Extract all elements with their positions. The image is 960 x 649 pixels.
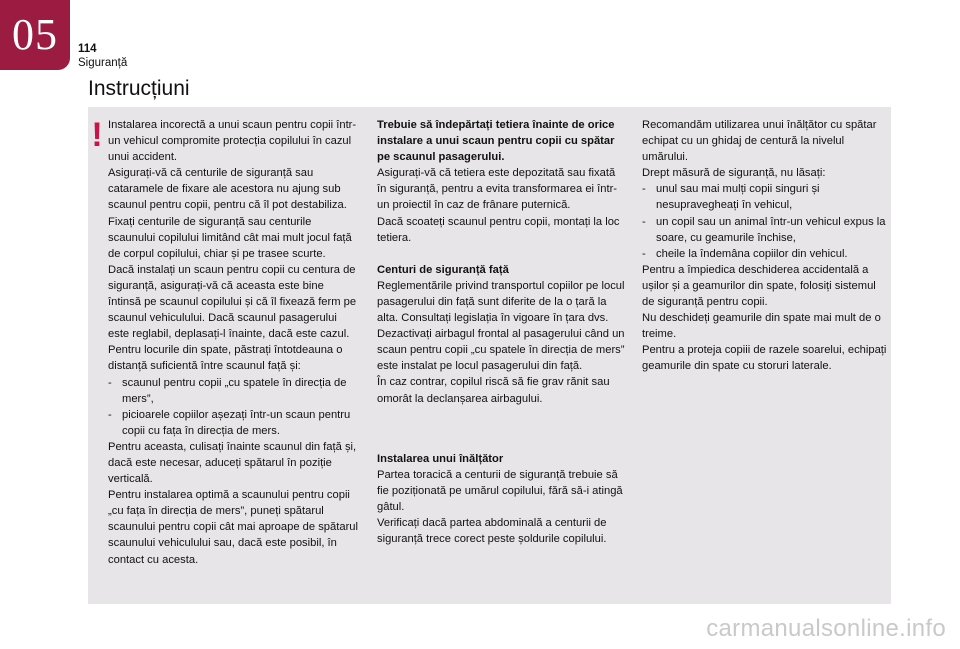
paragraph: Pentru aceasta, culisați înainte scaunul din față și, dacă este necesar, aduceți spătarul în poziție verticală.: [108, 440, 357, 486]
paragraph: Pentru a împiedica deschiderea accidentală a ușilor și a geamurilor din spate, folosiți sistemul de siguranță pentru copii.: [642, 263, 876, 309]
paragraph: Partea toracică a centurii de siguranță trebuie să fie poziționată pe umărul copilului, fără să-i atingă gâtul.: [377, 468, 623, 513]
paragraph: Asigurați-vă că centurile de siguranță sau cataramele de fixare ale acestora nu ajung sub scaunul pentru copii, pentru că îl pot destabiliza.: [108, 167, 347, 212]
list-marker: -: [642, 247, 646, 260]
list-item: [642, 246, 887, 262]
list-item-text: unul sau mai mulți copii singuri și nesupravegheați în vehicul,: [656, 183, 820, 212]
list-marker: -: [108, 408, 112, 421]
paragraph: Fixați centurile de siguranță sau centurile scaunului copilului limitând cât mai mult jocul față de corpul copilului, chiar și pe trasee scurte.: [108, 215, 352, 260]
section-heading: Centuri de siguranță față: [377, 263, 509, 276]
paragraph: Recomandăm utilizarea unui înălțător cu spătar echipat cu un ghidaj de centură la nivelul umărului.: [642, 119, 877, 164]
list-item: [642, 214, 887, 246]
paragraph: Dacă instalați un scaun pentru copii cu centura de siguranță, asigurați-vă că aceasta este bine întinsă pe scaunul copilului și că îl fixează ferm pe scaunul vehiculului. Dacă scaunul pasagerului este reglabil, deplasați-l înainte, dacă este cazul.: [108, 263, 357, 341]
paragraph: Pentru locurile din spate, păstrați întotdeauna o distanță suficientă între scaunul față și:: [108, 344, 343, 373]
paragraph: Dezactivați airbagul frontal al pasagerului când un scaun pentru copii „cu spatele în direcția de mers” este instalat pe locul pasagerului din față.: [377, 328, 625, 373]
paragraph: Asigurați-vă că tetiera este depozitată sau fixată în siguranță, pentru a evita transformarea ei într-un proiectil în caz de frânare puternică.: [377, 167, 618, 212]
paragraph: Instalarea incorectă a unui scaun pentru copii într-un vehicul compromite protecția copilului în cazul unui accident.: [108, 119, 357, 164]
bold-notice: Trebuie să îndepărtați tetiera înainte de orice instalare a unui scaun pentru copii cu spătar pe scaunul pasagerului.: [377, 119, 615, 164]
list-item-text: cheile la îndemâna copiilor din vehicul.: [656, 247, 848, 260]
list-marker: -: [108, 376, 112, 389]
list-item-text: un copil sau un animal într-un vehicul expus la soare, cu geamurile închise,: [656, 215, 886, 244]
list-item: [108, 407, 358, 439]
paragraph: Pentru instalarea optimă a scaunului pentru copii „cu fața în direcția de mers”, puneți spătarul scaunului pentru copii cât mai aproape de spătarul scaunului vehiculului sau, dacă este posibil, în contact cu acesta.: [108, 489, 359, 566]
page-title: Instrucțiuni: [88, 77, 190, 100]
paragraph: Drept măsură de siguranță, nu lăsați:: [642, 167, 826, 180]
warning-icon: !: [91, 116, 103, 154]
watermark: carmanualsonline.info: [706, 615, 946, 642]
list-item: [108, 375, 358, 407]
column-left: [108, 117, 358, 568]
paragraph: Nu deschideți geamurile din spate mai mult de o treime.: [642, 312, 881, 341]
column-middle: [377, 117, 625, 547]
paragraph: Pentru a proteja copiii de razele soarelui, echipați geamurile din spate cu storuri laterale.: [642, 344, 887, 373]
list-marker: -: [642, 215, 646, 228]
paragraph: Dacă scoateți scaunul pentru copii, montați la loc tetiera.: [377, 215, 620, 244]
paragraph: Reglementările privind transportul copiilor pe locul pasagerului din față sunt diferite de la o țară la alta. Consultați legislația în vigoare în țara dvs.: [377, 279, 625, 325]
section-name: Siguranță: [78, 57, 128, 69]
list-item: [642, 181, 887, 213]
list-marker: -: [642, 183, 646, 196]
list-item-text: picioarele copiilor așezați într-un scaun pentru copii cu fața în direcția de mers.: [122, 408, 351, 437]
page-number: 114: [78, 43, 97, 55]
section-heading: Instalarea unui înălțător: [377, 452, 504, 465]
paragraph: În caz contrar, copilul riscă să fie grav rănit sau omorât la declanșarea airbagului.: [377, 376, 610, 405]
chapter-tab: 05: [0, 0, 70, 70]
column-right: [642, 117, 887, 375]
list-item-text: scaunul pentru copii „cu spatele în direcția de mers”,: [122, 376, 347, 405]
paragraph: Verificați dacă partea abdominală a centurii de siguranță trece corect peste șoldurile copilului.: [377, 516, 607, 546]
